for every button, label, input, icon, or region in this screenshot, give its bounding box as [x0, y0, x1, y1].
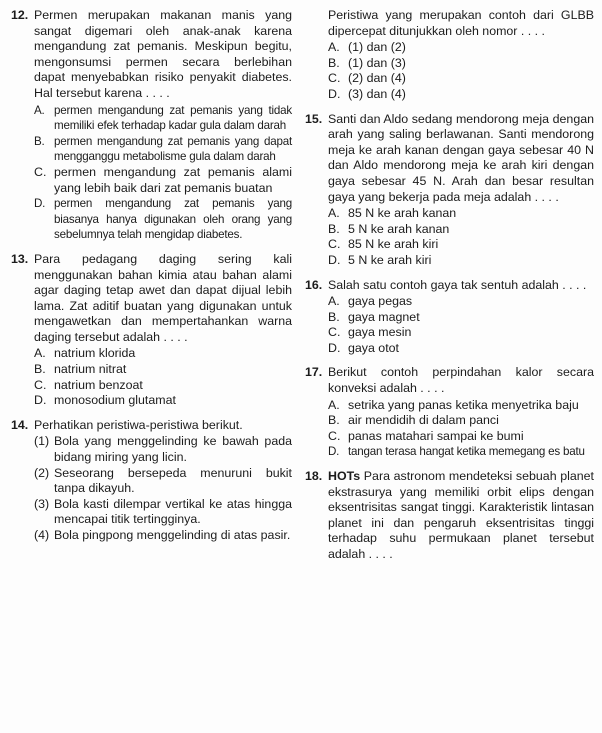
- option-text: 85 N ke arah kanan: [348, 206, 457, 221]
- option-c[interactable]: [328, 325, 594, 341]
- option-text: permen mengandung zat pemanis yang tidak memiliki efek terhadap kadar gula dalam darah: [54, 103, 292, 133]
- question-stem: Perhatikan peristiwa-peristiwa berikut.: [34, 417, 243, 432]
- option-label: A.: [328, 206, 340, 221]
- question-13: [8, 252, 292, 409]
- options: [34, 346, 292, 408]
- option-d[interactable]: [328, 253, 594, 269]
- option-label: B.: [328, 413, 340, 428]
- option-d[interactable]: [34, 196, 292, 243]
- event-item: [34, 434, 292, 465]
- question-number: 14.: [11, 417, 29, 432]
- option-text: setrika yang panas ketika menyetrika baju: [348, 397, 579, 412]
- question-18: [302, 469, 594, 563]
- option-d[interactable]: [328, 444, 594, 460]
- question-16: [302, 278, 594, 357]
- option-b[interactable]: [328, 413, 594, 429]
- option-c[interactable]: [328, 237, 594, 253]
- question-number: 13.: [11, 251, 29, 266]
- option-label: C.: [34, 377, 47, 392]
- item-text: Bola pingpong menggelinding di atas pasir.: [54, 528, 291, 542]
- option-text: gaya mesin: [348, 325, 412, 340]
- option-label: C.: [328, 237, 341, 252]
- question-15: [302, 112, 594, 269]
- option-d[interactable]: [328, 87, 594, 103]
- item-label: (2): [34, 465, 50, 480]
- question-number: 18.: [305, 469, 323, 484]
- option-c[interactable]: [34, 378, 292, 394]
- options: [328, 206, 594, 268]
- options: [328, 40, 594, 102]
- question-stem: Peristiwa yang merupakan contoh dari GLBB dipercepat ditunjukkan oleh nomor . . . .: [328, 8, 594, 38]
- option-text: natrium benzoat: [54, 377, 143, 392]
- options: [328, 398, 594, 460]
- item-label: (1): [34, 434, 50, 449]
- event-item: [34, 528, 292, 544]
- option-label: B.: [328, 221, 340, 236]
- option-a[interactable]: [34, 103, 292, 134]
- option-text: monosodium glutamat: [54, 393, 176, 408]
- option-text: panas matahari sampai ke bumi: [348, 428, 524, 443]
- option-b[interactable]: [328, 222, 594, 238]
- option-c[interactable]: [328, 71, 594, 87]
- option-text: air mendidih di dalam panci: [348, 413, 499, 428]
- option-label: A.: [34, 346, 46, 361]
- option-text: (2) dan (4): [348, 71, 406, 86]
- item-label: (4): [34, 528, 50, 542]
- question-12: [8, 8, 292, 243]
- options: [34, 103, 292, 243]
- option-b[interactable]: [34, 134, 292, 165]
- option-text: permen mengandung zat pemanis alami yang lebih baik dari zat pemanis buatan: [54, 164, 292, 195]
- option-label: C.: [34, 164, 47, 179]
- option-label: D.: [328, 445, 340, 459]
- option-a[interactable]: [328, 398, 594, 414]
- event-list: [34, 434, 292, 543]
- option-text: gaya pegas: [348, 294, 413, 309]
- question-number: 15.: [305, 111, 323, 126]
- option-text: 5 N ke arah kiri: [348, 252, 432, 267]
- hots-tag: HOTs: [328, 469, 361, 484]
- question-stem: Permen merupakan makanan manis yang sangat digemari oleh anak-anak karena mengandung zat pemanis. Meskipun begitu, mengonsumsi permen secara berlebihan dapat menyebabkan risiko penyakit diabetes. Hal tersebut karena . . . .: [34, 8, 292, 100]
- option-text: permen mengandung zat pemanis yang dapat mengganggu metabolisme gula dalam darah: [54, 134, 292, 164]
- option-text: (1) dan (2): [348, 40, 406, 55]
- option-d[interactable]: [34, 393, 292, 409]
- option-label: C.: [328, 428, 341, 443]
- option-label: B.: [328, 309, 340, 324]
- question-stem: [328, 469, 594, 563]
- option-label: A.: [328, 40, 340, 55]
- option-label: C.: [328, 325, 341, 340]
- option-text: (3) dan (4): [348, 86, 406, 101]
- option-text: (1) dan (3): [348, 55, 406, 70]
- option-label: D.: [328, 252, 341, 267]
- option-label: D.: [328, 86, 341, 101]
- option-a[interactable]: [328, 206, 594, 222]
- question-17: [302, 365, 594, 460]
- option-a[interactable]: [34, 346, 292, 362]
- right-column: [302, 8, 594, 572]
- left-column: [8, 8, 292, 553]
- option-d[interactable]: [328, 341, 594, 357]
- option-label: B.: [34, 362, 46, 377]
- question-stem: Santi dan Aldo sedang mendorong meja dengan arah yang saling berlawanan. Santi mendorong meja ke arah kanan dengan gaya sebesar 40 N dan Aldo mendorong meja ke arah kiri dengan gaya sebesar 45 N. Arah dan besar resultan gaya yang bekerja pada meja adalah . . . .: [328, 111, 594, 204]
- option-text: 5 N ke arah kanan: [348, 221, 450, 236]
- option-text: gaya otot: [348, 340, 399, 355]
- item-text: Bola kasti dilempar vertikal ke atas hingga mencapai titik tertingginya.: [54, 496, 292, 527]
- event-item: [34, 466, 292, 497]
- option-text: natrium klorida: [54, 346, 136, 361]
- question-stem: Salah satu contoh gaya tak sentuh adalah . . . .: [328, 277, 587, 292]
- option-label: C.: [328, 71, 341, 86]
- options: [328, 294, 594, 356]
- question-number: 16.: [305, 277, 323, 292]
- item-text: Bola yang menggelinding ke bawah pada bidang miring yang licin.: [54, 434, 292, 465]
- option-label: D.: [328, 340, 341, 355]
- option-text: tangan terasa hangat ketika memegang es batu: [348, 445, 585, 459]
- option-label: D.: [34, 393, 47, 408]
- question-number: 17.: [305, 365, 323, 380]
- option-a[interactable]: [328, 294, 594, 310]
- event-item: [34, 497, 292, 528]
- option-b[interactable]: [328, 310, 594, 326]
- question-stem-text: Para astronom mendeteksi sebuah planet ekstrasurya yang memiliki orbit elips dengan eksentrisitas sangat tinggi. Karakteristik lintasan planet ini dan pengaruh eksentrisitas tinggi terhadap suhu permukaan planet tersebut adalah . . . .: [328, 469, 594, 561]
- question-14-continued: [302, 8, 594, 103]
- option-label: B.: [328, 55, 340, 70]
- option-label: A.: [34, 103, 45, 117]
- option-text: gaya magnet: [348, 309, 420, 324]
- question-stem: Berikut contoh perpindahan kalor secara konveksi adalah . . . .: [328, 365, 594, 396]
- option-a[interactable]: [328, 40, 594, 56]
- item-text: Seseorang bersepeda menuruni bukit tanpa dikayuh.: [54, 465, 292, 496]
- option-label: A.: [328, 294, 340, 309]
- option-text: natrium nitrat: [54, 362, 127, 377]
- option-text: 85 N ke arah kiri: [348, 237, 439, 252]
- option-label: D.: [34, 197, 46, 211]
- item-label: (3): [34, 496, 50, 511]
- question-number: 12.: [11, 8, 29, 22]
- option-b[interactable]: [328, 56, 594, 72]
- question-14: [8, 418, 292, 544]
- option-text: permen mengandung zat pemanis yang biasanya hanya digunakan oleh orang yang sebelumnya telah mengidap diabetes.: [54, 197, 292, 242]
- question-stem: Para pedagang daging sering kali menggunakan bahan kimia atau bahan alami agar daging tetap awet dan dapat dijual lebih lama. Zat aditif buatan yang digunakan untuk mengawetkan dan mempertahankan warna daging tersebut adalah . . . .: [34, 251, 292, 344]
- option-c[interactable]: [328, 429, 594, 445]
- option-label: B.: [34, 134, 45, 148]
- option-c[interactable]: [34, 165, 292, 196]
- option-b[interactable]: [34, 362, 292, 378]
- option-label: A.: [328, 397, 340, 412]
